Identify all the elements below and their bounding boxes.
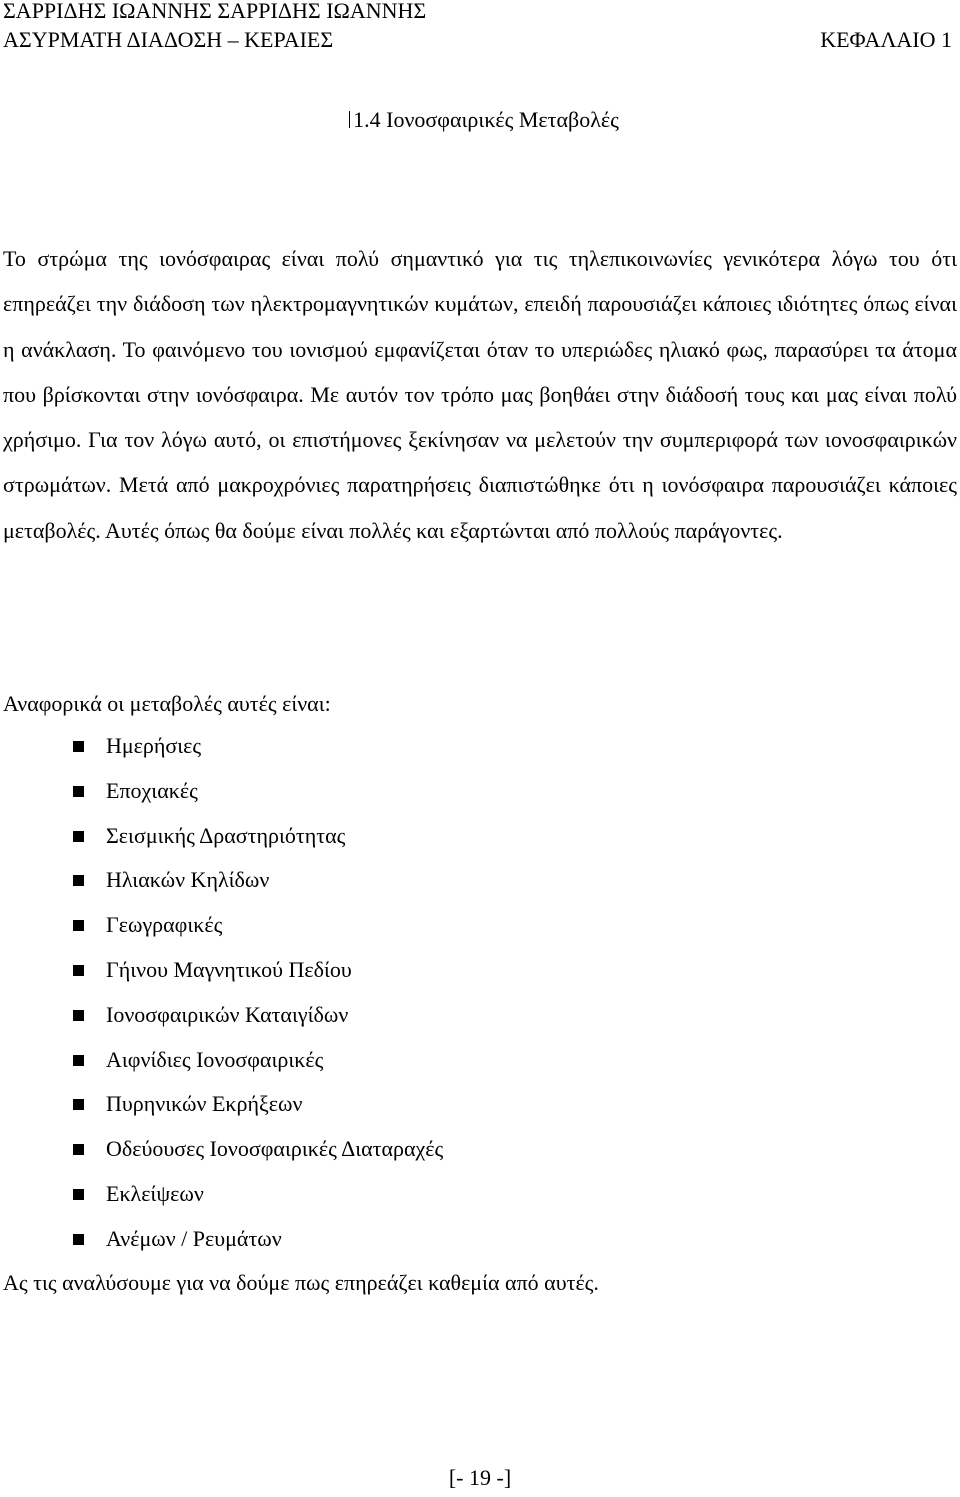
- list-item-text: Ανέμων / Ρευμάτων: [106, 1225, 282, 1251]
- page-number: [- 19 -]: [448, 1465, 512, 1490]
- list-item-text: Ημερήσιες: [106, 733, 202, 758]
- body-paragraph: Το στρώμα της ιονόσφαιρας είναι πολύ σημαντικό για τις τηλεπικοινωνίες γενικότερα λόγω του ότι επηρεάζει την διάδοση των ηλεκτρομαγνητικών κυμάτων, επειδή παρουσιάζει κάποιες ιδιότητες όπως είναι η ανάκλαση. Το φαινόμενο του ιονισμού εμφανίζεται όταν το υπεριώδες ηλιακό φως, παρασύρει τα άτομα που βρίσκονται στην ιονόσφαιρα. Με αυτόν τον τρόπο μας βοηθάει στην διάδοσή τους και μας είναι πολύ χρήσιμο. Για τον λόγω αυτό, οι επιστήμονες ξεκίνησαν να μελετούν την συμπεριφορά των ιονοσφαιρικών στρωμάτων. Μετά από μακροχρόνιες παρατηρήσεις διαπιστώθηκε ότι η ιονόσφαιρα παρουσιάζει κάποιες μεταβολές. Αυτές όπως θα δούμε είναι πολλές και εξαρτώνται από πολλούς παράγοντες.: [3, 246, 957, 543]
- list-item-text: Εποχιακές: [106, 777, 198, 803]
- square-bullet-icon: [73, 831, 84, 842]
- square-bullet-icon: [73, 786, 84, 797]
- square-bullet-icon: [73, 1144, 84, 1155]
- header-authors: ΣΑΡΡΙΔΗΣ ΙΩΑΝΝΗΣ ΣΑΡΡΙΔΗΣ ΙΩΑΝΝΗΣ: [3, 0, 427, 23]
- header-chapter: ΚΕΦΑΛΑΙΟ 1: [820, 27, 952, 52]
- square-bullet-icon: [73, 875, 84, 886]
- list-item-text: Οδεύουσες Ιονοσφαιρικές Διαταραχές: [106, 1136, 444, 1162]
- list-item-text: Πυρηνικών Εκρήξεων: [106, 1091, 303, 1117]
- section-heading: [0, 102, 960, 138]
- list-item-text: Ηλιακών Κηλίδων: [106, 867, 270, 893]
- square-bullet-icon: [73, 1055, 84, 1066]
- square-bullet-icon: [73, 1099, 84, 1110]
- list-item-text: Γήινου Μαγνητικού Πεδίου: [106, 956, 352, 982]
- header-divider: [3, 58, 957, 59]
- header-subject: ΑΣΥΡΜΑΤΗ ΔΙΑΔΟΣΗ – ΚΕΡΑΙΕΣ: [3, 27, 334, 52]
- list-intro: Αναφορικά οι μεταβολές αυτές είναι:: [3, 691, 331, 716]
- square-bullet-icon: [73, 920, 84, 931]
- square-bullet-icon: [73, 741, 84, 752]
- square-bullet-icon: [73, 965, 84, 976]
- list-item-text: Γεωγραφικές: [106, 912, 223, 938]
- list-item-text: Ιονοσφαιρικών Καταιγίδων: [106, 1001, 349, 1027]
- square-bullet-icon: [73, 1189, 84, 1200]
- square-bullet-icon: [73, 1010, 84, 1021]
- closing-sentence: Ας τις αναλύσουμε για να δούμε πως επηρεάζει καθεμία από αυτές.: [3, 1270, 599, 1295]
- list-item-text: Εκλείψεων: [106, 1180, 204, 1206]
- square-bullet-icon: [73, 1234, 84, 1245]
- list-item-text: Αιφνίδιες Ιονοσφαιρικές: [106, 1046, 324, 1072]
- list-item-text: Σεισμικής Δραστηριότητας: [106, 822, 346, 848]
- section-title: 1.4 Ιονοσφαιρικές Μεταβολές: [353, 107, 619, 132]
